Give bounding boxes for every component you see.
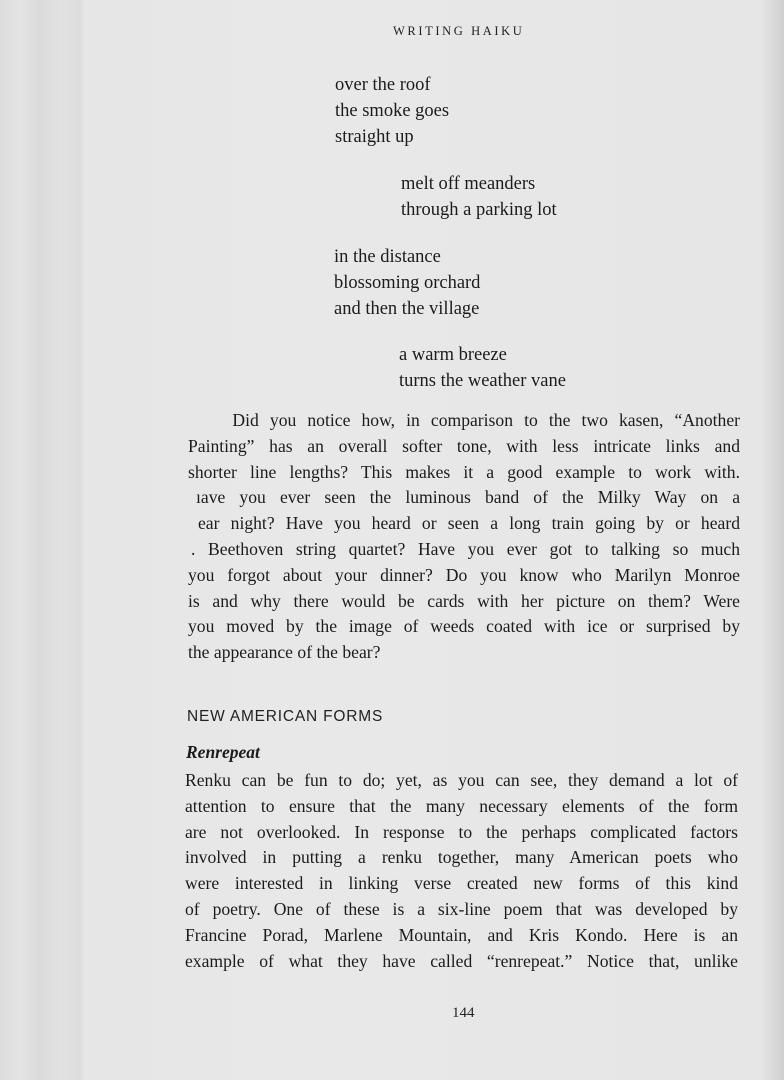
paragraph-line: Painting” has an overall softer tone, with less intricate links and	[188, 435, 740, 456]
verse-3	[334, 244, 480, 322]
verse-line: in the distance	[334, 247, 441, 267]
paragraph-line: Francine Porad, Marlene Mountain, and Kris Kondo. Here is an	[185, 924, 738, 945]
paragraph-line: you moved by the image of weeds coated with ice or surprised by	[188, 616, 740, 637]
verse-line: and then the village	[334, 299, 480, 319]
subheading: Renrepeat	[186, 742, 260, 762]
verse-line: the smoke goes	[335, 101, 450, 121]
page-number: 144	[452, 1005, 475, 1021]
verse-line: melt off meanders	[401, 174, 536, 194]
verse-line: turns the weather vane	[399, 371, 566, 391]
verse-4	[399, 342, 566, 394]
running-header: WRITING HAIKU	[393, 24, 525, 38]
paragraph-1	[188, 408, 740, 666]
paragraph-line: Renku can be fun to do; yet, as you can see, they demand a lot of	[185, 770, 738, 790]
paragraph-line: Did you notice how, in comparison to the two kasen, “Another	[188, 410, 740, 430]
verse-line: a warm breeze	[399, 345, 507, 365]
paragraph-2	[185, 768, 738, 974]
verse-2	[401, 171, 557, 223]
paragraph-line: you forgot about your dinner? Do you know who Marilyn Monroe	[188, 564, 740, 585]
paragraph-line: is and why there would be cards with her picture on them? Were	[188, 590, 740, 611]
verse-line: straight up	[335, 127, 414, 147]
paragraph-line: involved in putting a renku together, many American poets who	[185, 847, 738, 868]
verse-1	[335, 72, 449, 150]
paragraph-line: . Beethoven string quartet? Have you ever got to talking so much	[191, 538, 740, 559]
section-heading: NEW AMERICAN FORMS	[187, 708, 384, 725]
verse-line: through a parking lot	[401, 200, 557, 220]
verse-line: over the roof	[335, 75, 431, 95]
paragraph-line: shorter line lengths? This makes it a good example to work with.	[188, 461, 740, 482]
paragraph-line: are not overlooked. In response to the perhaps complicated factors	[185, 821, 738, 842]
paragraph-line: of poetry. One of these is a six-line poem that was developed by	[185, 898, 738, 919]
paragraph-line: example of what they have called “renrepeat.” Notice that, unlike	[185, 950, 738, 971]
verse-line: blossoming orchard	[334, 273, 481, 293]
paragraph-line: ear night? Have you heard or seen a long train going by or heard	[198, 513, 740, 534]
paragraph-line: were interested in linking verse created new forms of this kind	[185, 873, 738, 894]
paragraph-line: ıave you ever seen the luminous band of the Milky Way on a	[196, 487, 740, 508]
paragraph-line: the appearance of the bear?	[188, 642, 381, 663]
paragraph-line: attention to ensure that the many necessary elements of the form	[185, 795, 738, 816]
